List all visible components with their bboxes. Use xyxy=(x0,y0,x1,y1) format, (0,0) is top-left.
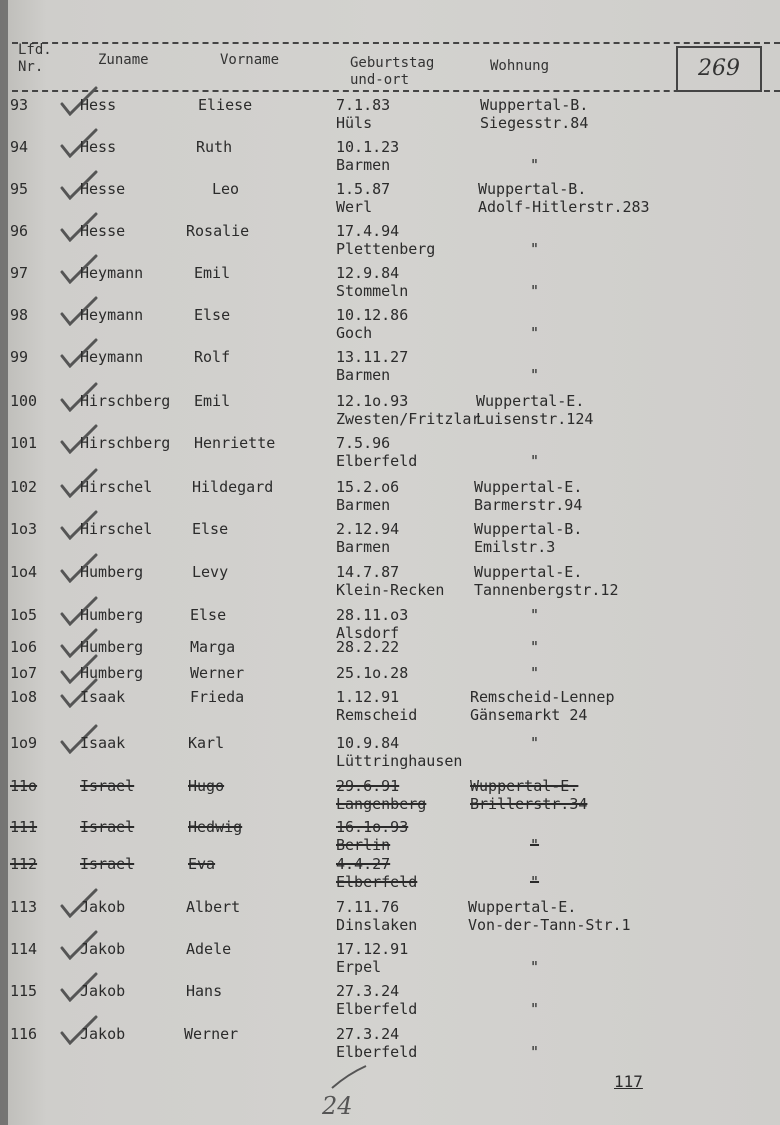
register-row xyxy=(0,777,780,817)
birth-date: 27.3.24 xyxy=(336,982,400,1000)
birth-place: Werl xyxy=(336,198,373,216)
birth-place: Stommeln xyxy=(336,282,409,300)
register-row xyxy=(0,138,780,178)
address-line-2: Adolf-Hitlerstr.283 xyxy=(478,198,650,216)
address-line-2: " xyxy=(530,873,540,891)
entry-number: 97 xyxy=(10,264,29,282)
given-name: Adele xyxy=(186,940,232,958)
birth-date: 28.11.o3 xyxy=(336,606,409,624)
address-line-2: " xyxy=(530,366,540,384)
address-line-2: " xyxy=(530,958,540,976)
header-lfd-nr: Lfd. Nr. xyxy=(18,42,52,75)
entry-number: 95 xyxy=(10,180,29,198)
surname: Hirschberg xyxy=(80,434,171,452)
address-line-2: Brillerstr.34 xyxy=(470,795,588,813)
given-name: Werner xyxy=(190,664,245,682)
surname: Humberg xyxy=(80,606,144,624)
surname: Heymann xyxy=(80,264,144,282)
address-line-1: Wuppertal-B. xyxy=(480,96,589,114)
address-line-1: Wuppertal-E. xyxy=(470,777,579,795)
surname: Hesse xyxy=(80,222,126,240)
entry-number: 102 xyxy=(10,478,38,496)
birth-date: 28.2.22 xyxy=(336,638,400,656)
given-name: Eliese xyxy=(198,96,253,114)
birth-date: 4.4.27 xyxy=(336,855,391,873)
register-row xyxy=(0,1025,780,1065)
address-line-2: Siegesstr.84 xyxy=(480,114,589,132)
birth-place: Klein-Recken xyxy=(336,581,445,599)
birth-place: Barmen xyxy=(336,366,391,384)
address-line-2: Von-der-Tann-Str.1 xyxy=(468,916,631,934)
birth-place: Erpel xyxy=(336,958,382,976)
address-line-1: Wuppertal-E. xyxy=(474,563,583,581)
birth-date: 17.12.91 xyxy=(336,940,409,958)
birth-date: 1.12.91 xyxy=(336,688,400,706)
register-row xyxy=(0,520,780,560)
birth-date: 27.3.24 xyxy=(336,1025,400,1043)
surname: Heymann xyxy=(80,306,144,324)
address-line-2: " xyxy=(530,282,540,300)
address-line-1: Wuppertal-E. xyxy=(468,898,577,916)
address-line-2: " xyxy=(530,240,540,258)
address-line-1: Wuppertal-E. xyxy=(474,478,583,496)
register-row xyxy=(0,982,780,1022)
register-row xyxy=(0,898,780,938)
birth-date: 10.12.86 xyxy=(336,306,409,324)
given-name: Emil xyxy=(194,264,231,282)
entry-number: 94 xyxy=(10,138,29,156)
header-vorname: Vorname xyxy=(220,52,280,68)
register-row xyxy=(0,434,780,474)
entry-number: 115 xyxy=(10,982,38,1000)
birth-place: Elberfeld xyxy=(336,873,418,891)
header-zuname: Zuname xyxy=(98,52,149,68)
birth-place: Goch xyxy=(336,324,373,342)
birth-place: Zwesten/Fritzlar xyxy=(336,410,481,428)
birth-place: Hüls xyxy=(336,114,373,132)
address-line-2: Gänsemarkt 24 xyxy=(470,706,588,724)
given-name: Else xyxy=(190,606,227,624)
address-line-1: " xyxy=(530,606,540,624)
given-name: Ruth xyxy=(196,138,233,156)
birth-date: 1.5.87 xyxy=(336,180,391,198)
given-name: Levy xyxy=(192,563,229,581)
address-line-2: " xyxy=(530,1000,540,1018)
surname: Hess xyxy=(80,96,117,114)
given-name: Hildegard xyxy=(192,478,274,496)
birth-date: 25.1o.28 xyxy=(336,664,409,682)
surname: Hesse xyxy=(80,180,126,198)
handwritten-number: 24 xyxy=(322,1092,353,1120)
given-name: Else xyxy=(192,520,229,538)
address-line-1: " xyxy=(530,734,540,752)
surname: Humberg xyxy=(80,664,144,682)
given-name: Frieda xyxy=(190,688,245,706)
birth-place: Plettenberg xyxy=(336,240,436,258)
address-line-2: " xyxy=(530,1043,540,1061)
address-line-2: Tannenbergstr.12 xyxy=(474,581,619,599)
birth-place: Remscheid xyxy=(336,706,418,724)
given-name: Emil xyxy=(194,392,231,410)
birth-place: Alsdorf xyxy=(336,624,400,642)
given-name: Werner xyxy=(184,1025,239,1043)
entry-number: 112 xyxy=(10,855,38,873)
register-row xyxy=(0,306,780,346)
surname: Hirschel xyxy=(80,520,153,538)
entry-number: 1o5 xyxy=(10,606,38,624)
surname: Jakob xyxy=(80,940,126,958)
entry-number: 114 xyxy=(10,940,38,958)
birth-date: 2.12.94 xyxy=(336,520,400,538)
given-name: Hugo xyxy=(188,777,225,795)
top-dashed-rule xyxy=(12,42,780,44)
entry-number: 93 xyxy=(10,96,29,114)
surname: Israel xyxy=(80,777,135,795)
birth-place: Barmen xyxy=(336,538,391,556)
birth-date: 12.1o.93 xyxy=(336,392,409,410)
page-number: 117 xyxy=(614,1072,643,1091)
surname: Humberg xyxy=(80,563,144,581)
entry-number: 1o8 xyxy=(10,688,38,706)
birth-place: Lüttringhausen xyxy=(336,752,463,770)
birth-date: 14.7.87 xyxy=(336,563,400,581)
address-line-1: " xyxy=(530,638,540,656)
register-row xyxy=(0,734,780,774)
entry-number: 100 xyxy=(10,392,38,410)
header-dashed-rule xyxy=(12,90,780,92)
address-line-2: " xyxy=(530,452,540,470)
address-line-1: Remscheid-Lennep xyxy=(470,688,615,706)
birth-date: 7.1.83 xyxy=(336,96,391,114)
header-wohnung: Wohnung xyxy=(490,58,550,74)
entry-number: 101 xyxy=(10,434,38,452)
register-row xyxy=(0,818,780,858)
surname: Israel xyxy=(80,855,135,873)
surname: Heymann xyxy=(80,348,144,366)
given-name: Rosalie xyxy=(186,222,250,240)
address-line-2: Barmerstr.94 xyxy=(474,496,583,514)
birth-place: Berlin xyxy=(336,836,391,854)
register-row xyxy=(0,348,780,388)
given-name: Leo xyxy=(212,180,240,198)
birth-date: 10.1.23 xyxy=(336,138,400,156)
given-name: Hedwig xyxy=(188,818,243,836)
given-name: Henriette xyxy=(194,434,276,452)
register-row xyxy=(0,940,780,980)
address-line-2: " xyxy=(530,324,540,342)
entry-number: 99 xyxy=(10,348,29,366)
birth-date: 12.9.84 xyxy=(336,264,400,282)
address-line-2: " xyxy=(530,156,540,174)
register-row xyxy=(0,478,780,518)
register-row xyxy=(0,96,780,136)
entry-number: 98 xyxy=(10,306,29,324)
birth-place: Elberfeld xyxy=(336,1043,418,1061)
birth-date: 10.9.84 xyxy=(336,734,400,752)
address-line-1: Wuppertal-E. xyxy=(476,392,585,410)
entry-number: 111 xyxy=(10,818,38,836)
given-name: Else xyxy=(194,306,231,324)
surname: Hirschberg xyxy=(80,392,171,410)
entry-number: 116 xyxy=(10,1025,38,1043)
entry-number: 96 xyxy=(10,222,29,240)
address-line-2: Emilstr.3 xyxy=(474,538,556,556)
entry-number: 1o6 xyxy=(10,638,38,656)
given-name: Albert xyxy=(186,898,241,916)
birth-date: 29.6.91 xyxy=(336,777,400,795)
birth-date: 15.2.o6 xyxy=(336,478,400,496)
register-row xyxy=(0,222,780,262)
register-row xyxy=(0,563,780,603)
birth-place: Dinslaken xyxy=(336,916,418,934)
register-row xyxy=(0,688,780,728)
address-line-1: Wuppertal-B. xyxy=(478,180,587,198)
surname: Hess xyxy=(80,138,117,156)
surname: Isaak xyxy=(80,688,126,706)
birth-date: 7.5.96 xyxy=(336,434,391,452)
handwritten-slash-mark xyxy=(330,1062,370,1092)
entry-number: 11o xyxy=(10,777,38,795)
register-row xyxy=(0,855,780,895)
birth-place: Langenberg xyxy=(336,795,427,813)
birth-date: 17.4.94 xyxy=(336,222,400,240)
surname: Jakob xyxy=(80,982,126,1000)
entry-number: 1o3 xyxy=(10,520,38,538)
header-geburt: Geburtstag und-ort xyxy=(350,55,435,88)
surname: Humberg xyxy=(80,638,144,656)
surname: Hirschel xyxy=(80,478,153,496)
address-line-2: " xyxy=(530,836,540,854)
entry-number: 1o9 xyxy=(10,734,38,752)
address-line-2: Luisenstr.124 xyxy=(476,410,594,428)
address-line-1: " xyxy=(530,664,540,682)
surname: Isaak xyxy=(80,734,126,752)
address-line-1: Wuppertal-B. xyxy=(474,520,583,538)
given-name: Eva xyxy=(188,855,216,873)
birth-place: Elberfeld xyxy=(336,452,418,470)
birth-place: Barmen xyxy=(336,156,391,174)
birth-place: Elberfeld xyxy=(336,1000,418,1018)
given-name: Rolf xyxy=(194,348,231,366)
surname: Jakob xyxy=(80,898,126,916)
register-row xyxy=(0,180,780,220)
given-name: Karl xyxy=(188,734,225,752)
entry-number: 113 xyxy=(10,898,38,916)
birth-date: 13.11.27 xyxy=(336,348,409,366)
birth-place: Barmen xyxy=(336,496,391,514)
entry-number: 1o4 xyxy=(10,563,38,581)
given-name: Hans xyxy=(186,982,223,1000)
surname: Israel xyxy=(80,818,135,836)
register-row xyxy=(0,392,780,432)
birth-date: 16.1o.93 xyxy=(336,818,409,836)
surname: Jakob xyxy=(80,1025,126,1043)
entry-number: 1o7 xyxy=(10,664,38,682)
given-name: Marga xyxy=(190,638,236,656)
register-row xyxy=(0,264,780,304)
birth-date: 7.11.76 xyxy=(336,898,400,916)
stamp-number: 269 xyxy=(676,46,762,92)
